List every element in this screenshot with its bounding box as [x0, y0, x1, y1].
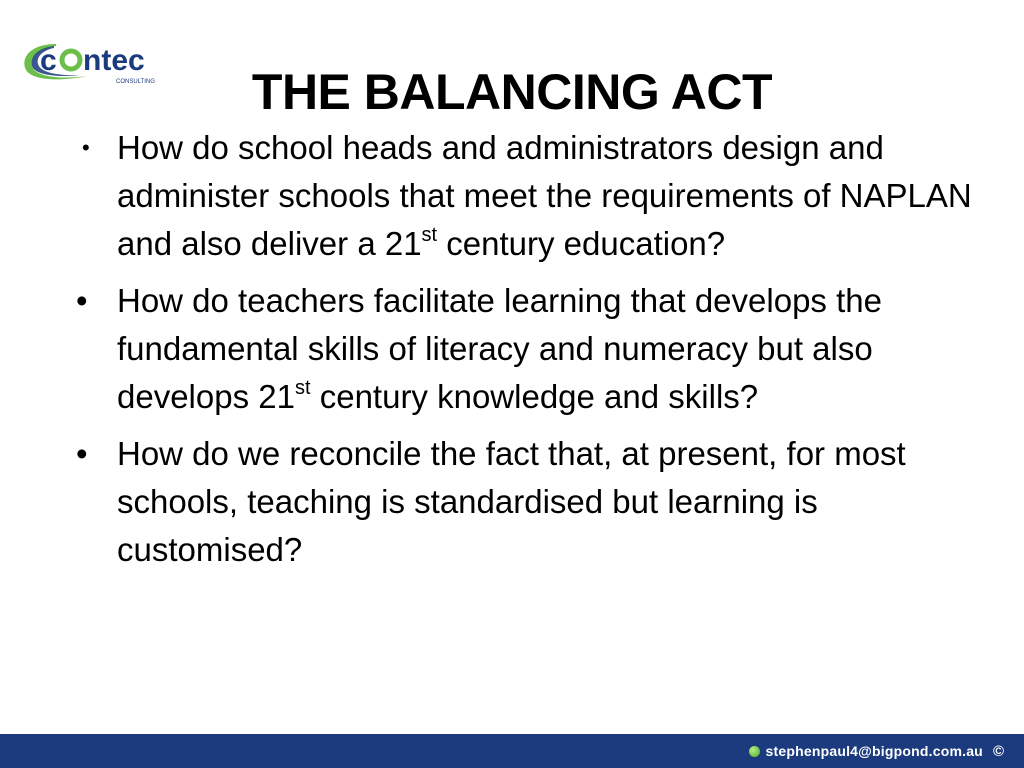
svg-text:c: c [40, 44, 57, 77]
bullet-text-end: century education? [437, 225, 726, 262]
footer-email: stephenpaul4@bigpond.com.au [765, 743, 983, 759]
superscript: st [294, 377, 311, 399]
bullet-item [74, 430, 974, 574]
bullet-list [74, 124, 974, 583]
footer-contact [749, 734, 1004, 768]
bullet-marker: • [76, 282, 88, 319]
bullet-text-end: century knowledge and skills? [310, 378, 759, 415]
superscript: st [421, 224, 438, 246]
slide-title: THE BALANCING ACT [251, 64, 773, 120]
logo-subtitle: CONSULTING [116, 79, 155, 85]
bullet-marker: • [82, 135, 90, 160]
svg-text:ntec: ntec [83, 44, 145, 77]
green-dot-icon [749, 746, 760, 757]
bullet-text: How do teachers facilitate learning that develops the fundamental skills of literacy and numeracy but also develops 21 [117, 282, 882, 415]
bullet-marker: • [76, 435, 88, 472]
bullet-item [74, 124, 974, 268]
bullet-item [74, 277, 974, 421]
bullet-text: How do school heads and administrators design and administer schools that meet the requirements of NAPLAN and also deliver a 21 [117, 129, 972, 262]
copyright-icon: © [992, 742, 1004, 760]
bullet-text: How do we reconcile the fact that, at present, for most schools, teaching is standardised but learning is customised? [117, 435, 906, 568]
footer-bar [0, 734, 1024, 768]
